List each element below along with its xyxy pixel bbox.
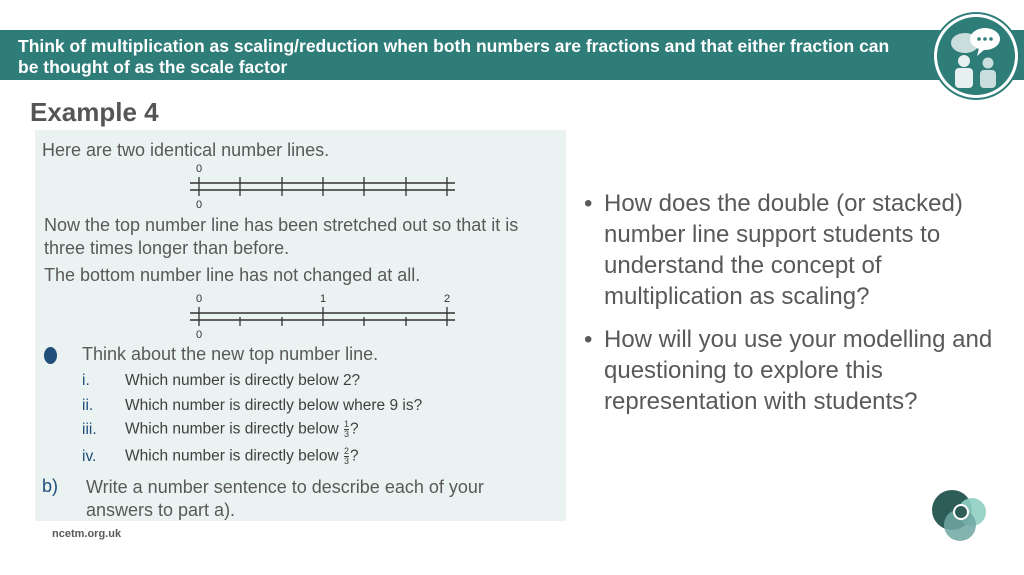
nl2-top-label-0: 0 [195,293,203,305]
question-text: Which number is directly below 2? [125,372,361,389]
nl1-top-label-0: 0 [195,163,203,175]
example-panel [35,130,566,521]
slide-title: Think of multiplication as scaling/reduction when both numbers are fractions and that either fraction can be thought of as the scale factor [18,36,890,77]
question-number: i. [82,372,90,389]
question-number: iii. [82,420,97,438]
question-text: Which number is directly below [125,447,339,465]
fraction: $\frac{1}{3}$ [343,419,349,439]
nl2-top-label-1: 1 [319,293,327,305]
part-a-bullet-icon [44,347,57,364]
nl2-top-label-2: 2 [443,293,451,305]
example-title: Example 4 [30,97,159,127]
number-line-1 [185,160,460,210]
intro-text: Here are two identical number lines. [42,140,330,160]
question-text: Which number is directly below [125,420,339,438]
question-number: ii. [82,397,94,414]
part-b-text: Write a number sentence to describe each of your answers to part a). [86,477,484,520]
question-text: Which number is directly below where 9 is? [125,397,423,414]
unchanged-text: The bottom number line has not changed at all. [44,265,421,285]
nl2-bottom-label-0: 0 [195,329,203,340]
question-row: iv. Which number is directly below $\frac{2}{3}$ ? [82,446,359,466]
question-row: iii. Which number is directly below $\frac{1}{3}$ ? [82,419,359,439]
nl1-bottom-label-0: 0 [195,199,203,210]
question-row [82,397,422,415]
ncetm-logo-icon [928,488,992,544]
question-row [82,372,360,390]
footer-site[interactable]: ncetm.org.uk [52,528,122,540]
discussion-item: • How does the double (or stacked) number line support students to understand the concept of multiplication as scaling? [584,190,963,310]
bullet-icon: • [584,190,593,217]
title-banner [0,30,1024,80]
bullet-icon: • [584,326,593,353]
question-number: iv. [82,447,97,465]
number-line-2 [185,290,460,340]
discussion-people-icon [934,14,1018,98]
discussion-item: • How will you use your modelling and questioning to explore this representation with students? [584,326,993,415]
part-b-label: b) [42,476,59,496]
discussion-list [584,188,1004,429]
fraction: $\frac{2}{3}$ [343,446,349,466]
stretch-text: Now the top number line has been stretched out so that it is three times longer than before. [44,215,519,258]
part-a-text: Think about the new top number line. [82,344,379,364]
